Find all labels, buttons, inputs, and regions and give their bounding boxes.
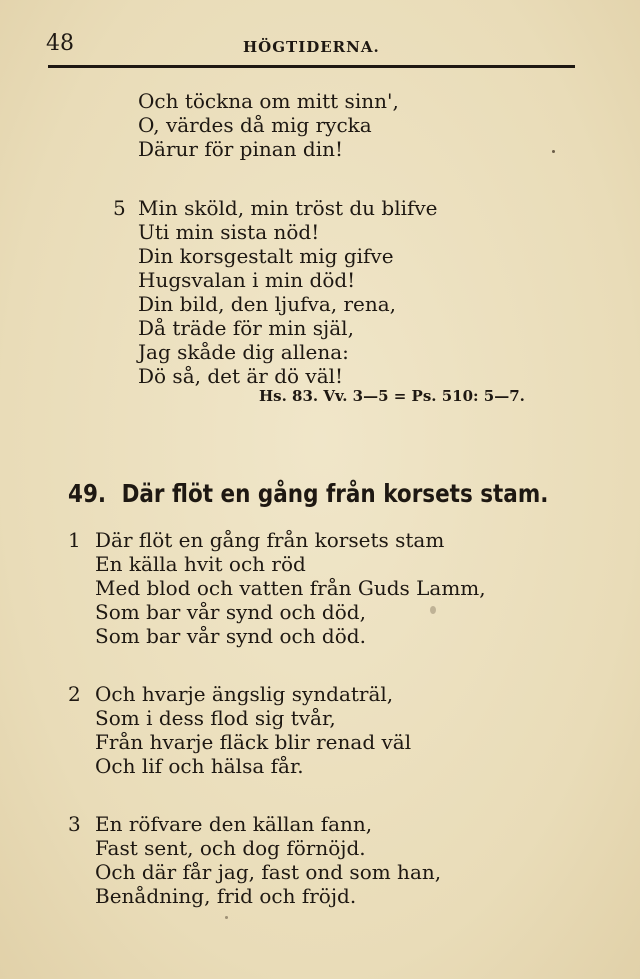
paper-speck xyxy=(552,150,555,153)
verse-line: Som bar vår synd och död, xyxy=(95,600,366,624)
verse-line: Min sköld, min tröst du blifve xyxy=(138,196,438,220)
stanza-5 xyxy=(138,196,438,388)
stanza-number: 1 xyxy=(68,528,81,552)
verse-line: En källa hvit och röd xyxy=(95,552,306,576)
verse-line: Jag skåde dig allena: xyxy=(138,340,349,364)
verse-line: O, värdes då mig rycka xyxy=(138,113,372,137)
paper-speck xyxy=(430,606,436,614)
stanza-1 xyxy=(95,528,486,648)
verse-line: Och töckna om mitt sinn', xyxy=(138,89,399,113)
running-head: HÖGTIDERNA. xyxy=(243,38,380,56)
paper-speck xyxy=(225,916,228,919)
verse-line: Med blod och vatten från Guds Lamm, xyxy=(95,576,486,600)
verse-line: Där flöt en gång från korsets stam xyxy=(95,528,445,552)
hymn-title-text: Där flöt en gång från korsets stam. xyxy=(121,479,549,508)
verse-line: Och hvarje ängslig syndaträl, xyxy=(95,682,394,706)
hymn-reference: Hs. 83. Vv. 3—5 = Ps. 510: 5—7. xyxy=(259,387,525,405)
verse-line: Som i dess flod sig tvår, xyxy=(95,706,336,730)
verse-line: Din bild, den ljufva, rena, xyxy=(138,292,397,316)
stanza-number: 5 xyxy=(113,196,126,220)
verse-line: Från hvarje fläck blir renad väl xyxy=(95,730,412,754)
verse-line: Din korsgestalt mig gifve xyxy=(138,244,394,268)
verse-line: Därur för pinan din! xyxy=(138,137,344,161)
verse-line: Då träde för min själ, xyxy=(138,316,354,340)
hymn-title xyxy=(68,478,548,510)
stanza-number: 2 xyxy=(68,682,81,706)
stanza-2 xyxy=(95,682,411,778)
header-rule xyxy=(48,65,575,68)
hymn-number: 49. xyxy=(68,479,107,508)
verse-line: Uti min sista nöd! xyxy=(138,220,320,244)
verse-line: Fast sent, och dog förnöjd. xyxy=(95,836,366,860)
verse-line: Och lif och hälsa får. xyxy=(95,754,304,778)
verse-line: Dö så, det är dö väl! xyxy=(138,364,344,388)
stanza-number: 3 xyxy=(68,812,81,836)
page-number: 48 xyxy=(46,31,74,56)
verse-line: Benådning, frid och fröjd. xyxy=(95,884,357,908)
continuation-verse xyxy=(138,89,399,161)
verse-line: Och där får jag, fast ond som han, xyxy=(95,860,442,884)
verse-line: Som bar vår synd och död. xyxy=(95,624,366,648)
stanza-3 xyxy=(95,812,441,908)
verse-line: Hugsvalan i min död! xyxy=(138,268,356,292)
verse-line: En röfvare den källan fann, xyxy=(95,812,373,836)
